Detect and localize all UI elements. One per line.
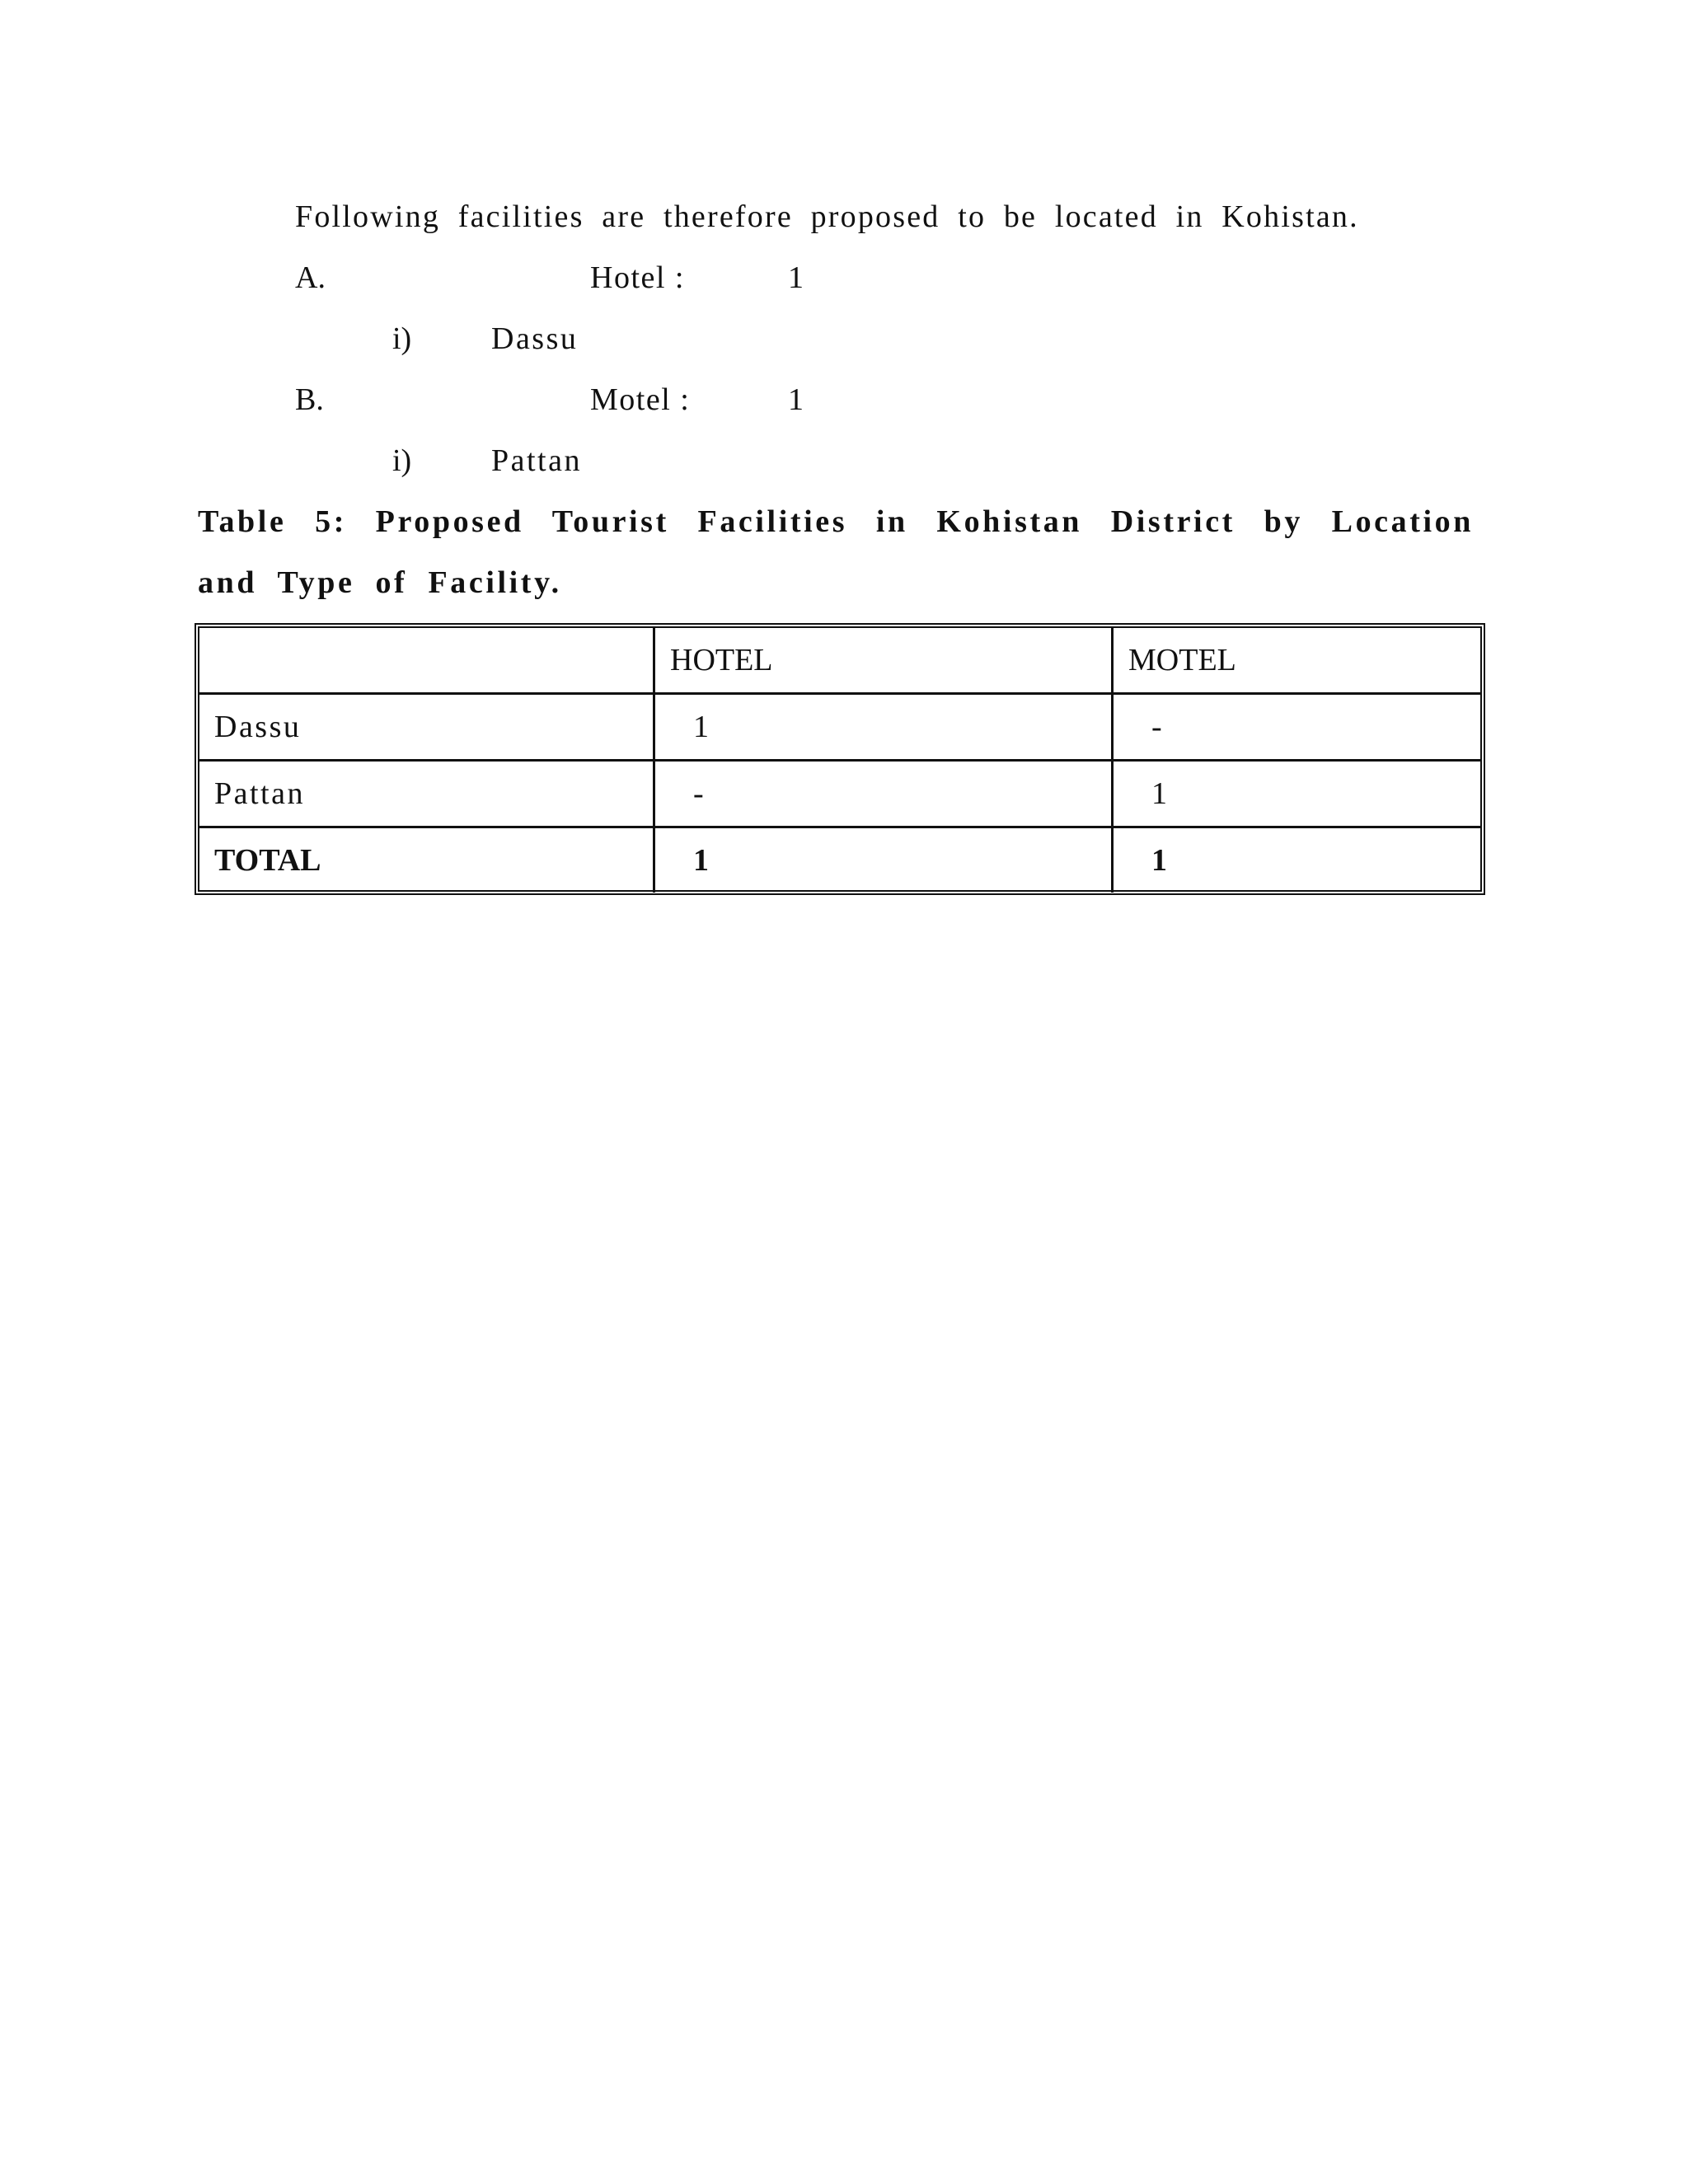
item-b-letter: B. [295,382,324,417]
item-b-count: 1 [788,382,804,417]
item-a-name: Hotel : [590,260,685,295]
item-a-letter: A. [295,260,326,295]
total-hotel-value: 1 [654,827,1113,893]
item-b-sub-number: i) [392,443,412,478]
table-row [199,761,1480,827]
table-total-row [199,827,1480,893]
intro-paragraph: Following facilities are therefore proposed to be located in Kohistan. [295,199,1359,234]
total-motel-value: 1 [1113,827,1481,893]
table-row [199,694,1480,761]
header-cell-motel: MOTEL [1113,628,1481,694]
table-caption-line-1: Table 5: Proposed Tourist Facilities in Kohistan District by Location [198,504,1474,539]
item-b-sub-place: Pattan [491,443,582,478]
item-a-count: 1 [788,260,804,295]
row-location: Dassu [199,694,654,761]
facilities-table [195,623,1485,895]
header-cell-hotel: HOTEL [654,628,1113,694]
table-caption-line-2: and Type of Facility. [198,565,562,600]
total-label: TOTAL [199,827,654,893]
row-hotel-value: 1 [654,694,1113,761]
item-a-sub-place: Dassu [491,321,579,356]
row-motel-value: 1 [1113,761,1481,827]
row-motel-value: - [1113,694,1481,761]
item-a-sub-number: i) [392,321,412,356]
header-cell-empty [199,628,654,694]
row-hotel-value: - [654,761,1113,827]
item-b-name: Motel : [590,382,691,417]
table-header-row [199,628,1480,694]
row-location: Pattan [199,761,654,827]
